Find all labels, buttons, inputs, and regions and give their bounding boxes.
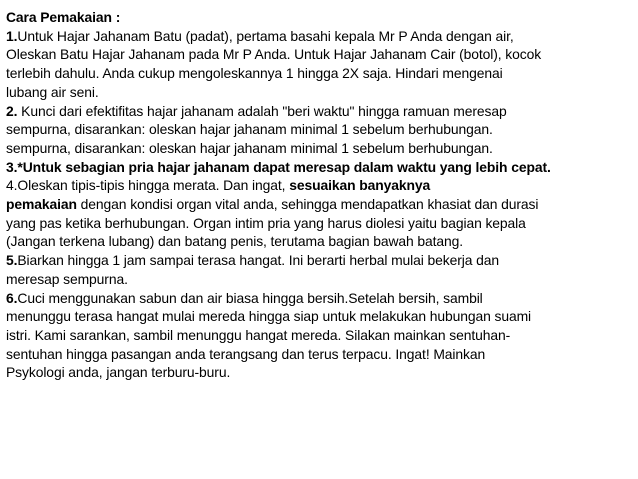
step-3-line-1 xyxy=(6,158,632,177)
step-6-line-2: menunggu terasa hangat mulai mereda hingga siap untuk melakukan hubungan suami xyxy=(6,308,532,325)
step-5-text: Biarkan hingga 1 jam sampai terasa hangat. Ini berarti herbal mulai bekerja dan xyxy=(17,252,500,269)
step-2-line-1 xyxy=(6,102,632,121)
step-3-number: 3.* xyxy=(6,158,23,175)
step-5-line-1 xyxy=(6,251,632,270)
step-1-number: 1. xyxy=(6,27,18,44)
step-6-line-4: sentuhan hingga pasangan anda terangsang dan terus terpacu. Ingat! Mainkan xyxy=(6,345,486,362)
step-6-text: Cuci menggunakan sabun dan air biasa hingga bersih.Setelah bersih, sambil xyxy=(17,289,483,306)
step-4-text-bold-2: pemakaian xyxy=(6,196,77,213)
step-4-number: 4. xyxy=(6,177,18,194)
step-1-line-4: lubang air seni. xyxy=(6,83,99,100)
step-5-line-2: meresap sempurna. xyxy=(6,270,128,287)
step-6-line-1 xyxy=(6,289,632,308)
step-2-text: Kunci dari efektifitas hajar jahanam adalah "beri waktu" hingga ramuan meresap xyxy=(17,102,507,119)
instruction-text-block xyxy=(6,8,632,382)
step-4-line-2 xyxy=(6,195,632,214)
step-4-text-plain: Oleskan tipis-tipis hingga merata. Dan ingat, xyxy=(17,177,290,194)
step-1-line-2: Oleskan Batu Hajar Jahanam pada Mr P Anda. Untuk Hajar Jahanam Cair (botol), kocok xyxy=(6,46,542,63)
step-4-line-1 xyxy=(6,176,632,195)
step-5-number: 5. xyxy=(6,252,18,269)
step-6-line-5: Psykologi anda, jangan terburu-buru. xyxy=(6,364,231,381)
step-2-number: 2. xyxy=(6,102,18,119)
step-4-line-3: yang pas ketika berhubungan. Organ intim pria yang harus diolesi yaitu bagian kepala xyxy=(6,214,526,231)
step-2-line-2: sempurna, disarankan: oleskan hajar jahanam minimal 1 sebelum berhubungan. xyxy=(6,121,493,138)
step-1-line-3: terlebih dahulu. Anda cukup mengoleskannya 1 hingga 2X saja. Hindari mengenai xyxy=(6,65,503,82)
step-4-text-plain-2: dengan kondisi organ vital anda, sehingga mendapatkan khasiat dan durasi xyxy=(76,196,539,213)
step-1-line-1 xyxy=(6,27,632,46)
step-4-line-4: (Jangan terkena lubang) dan batang penis, terutama bagian bawah batang. xyxy=(6,233,464,250)
section-heading: Cara Pemakaian : xyxy=(6,9,121,25)
step-1-text: Untuk Hajar Jahanam Batu (padat), pertama basahi kepala Mr P Anda dengan air, xyxy=(17,27,514,44)
step-4-text-bold: sesuaikan banyaknya xyxy=(289,177,431,194)
step-6-number: 6. xyxy=(6,289,18,306)
step-6-line-3: istri. Kami sarankan, sambil menunggu hangat mereda. Silakan mainkan sentuhan- xyxy=(6,326,511,343)
step-3-text: Untuk sebagian pria hajar jahanam dapat meresap dalam waktu yang lebih cepat. xyxy=(22,158,551,175)
step-2-line-3: sempurna, disarankan: oleskan hajar jahanam minimal 1 sebelum berhubungan. xyxy=(6,139,493,156)
